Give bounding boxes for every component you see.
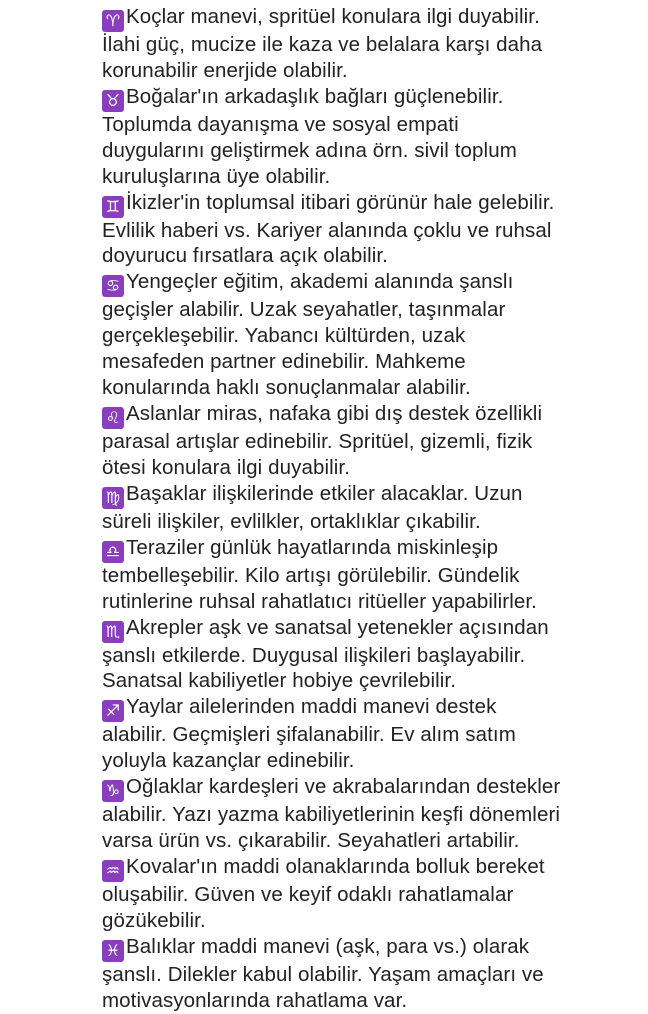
entry-line: varsa ürün vs. çıkarabilir. Seyahatleri artabilir. <box>102 829 520 853</box>
entry-line <box>102 535 642 563</box>
entry-line: konularında haklı sonuçlanmalar alabilir. <box>102 376 471 400</box>
capricorn-icon: ♑ <box>102 780 124 802</box>
entry-text: Balıklar maddi manevi (aşk, para vs.) olarak <box>126 934 530 958</box>
entry-aries <box>102 4 642 84</box>
entry-text: Koçlar manevi, spritüel konulara ilgi duyabilir. <box>126 5 540 28</box>
leo-icon: ♌ <box>102 407 124 429</box>
entry-text: Başaklar ilişkilerinde etkiler alacaklar. Uzun <box>126 481 523 505</box>
entry-line: Evlilik haberi vs. Kariyer alanında çoklu ve ruhsal <box>102 218 552 242</box>
entry-line: motivasyonlarında rahatlama var. <box>102 988 408 1012</box>
entry-line: geçişler alabilir. Uzak seyahatler, taşınmalar <box>102 298 506 322</box>
entry-line <box>102 774 642 802</box>
entry-line: mesafeden partner edinebilir. Mahkeme <box>102 350 466 374</box>
entry-line: yoluyla kazançlar edinebilir. <box>102 749 355 773</box>
entry-line <box>102 615 642 643</box>
entry-line: oluşabilir. Güven ve keyif odaklı rahatlamalar <box>102 882 514 906</box>
entry-capricorn <box>102 774 642 854</box>
entry-text: Kovalar'ın maddi olanaklarında bolluk bereket <box>126 854 545 878</box>
entry-line: Toplumda dayanışma ve sosyal empati <box>102 112 459 136</box>
entry-line <box>102 4 642 32</box>
entry-line: gözükebilir. <box>102 908 206 932</box>
entry-line: şanslı etkilerde. Duygusal ilişkileri başlayabilir. <box>102 643 526 667</box>
entry-line <box>102 934 642 962</box>
entry-line: tembelleşebilir. Kilo artışı görülebilir. Gündelik <box>102 563 520 587</box>
entry-line: şanslı. Dilekler kabul olabilir. Yaşam amaçları ve <box>102 962 544 986</box>
entry-line <box>102 269 642 297</box>
entry-aquarius <box>102 854 642 934</box>
entry-line: alabilir. Yazı yazma kabiliyetlerinin keşfi dönemleri <box>102 803 561 827</box>
entry-line: İlahi güç, mucize ile kaza ve belalara karşı daha <box>102 33 543 56</box>
entry-line <box>102 84 642 112</box>
taurus-icon: ♉ <box>102 90 124 112</box>
entry-line: ötesi konulara ilgi duyabilir. <box>102 455 350 479</box>
entry-line: Sanatsal kabiliyetler hobiye çevrilebilir. <box>102 669 457 693</box>
entry-line: duygularını geliştirmek adına örn. sivil toplum <box>102 138 517 162</box>
pisces-icon: ♓ <box>102 940 124 962</box>
sagittarius-icon: ♐ <box>102 700 124 722</box>
entry-sagittarius <box>102 694 642 774</box>
entry-line: gerçekleşebilir. Yabancı kültürden, uzak <box>102 324 466 348</box>
entry-line: rutinlerine ruhsal rahatlatıcı ritüeller yapabilirler. <box>102 589 537 613</box>
entry-line <box>102 694 642 722</box>
aries-icon: ♈ <box>102 10 124 32</box>
entry-libra <box>102 535 642 615</box>
entry-text: Boğalar'ın arkadaşlık bağları güçlenebilir. <box>126 84 504 108</box>
entry-leo <box>102 401 642 481</box>
entry-line <box>102 401 642 429</box>
entry-virgo <box>102 481 642 535</box>
entry-text: Teraziler günlük hayatlarında miskinleşip <box>126 535 499 559</box>
gemini-icon: ♊ <box>102 196 124 218</box>
aquarius-icon: ♒ <box>102 860 124 882</box>
entry-line <box>102 481 642 509</box>
entry-line: süreli ilişkiler, evlilkler, ortaklıklar çıkabilir. <box>102 509 481 533</box>
entry-text: İkizler'in toplumsal itibari görünür hale gelebilir. <box>126 190 555 214</box>
entry-text: Yaylar ailelerinden maddi manevi destek <box>126 695 497 719</box>
entry-gemini <box>102 190 642 270</box>
entry-line: parasal artışlar edinebilir. Spritüel, gizemli, fizik <box>102 429 533 453</box>
entry-line: korunabilir enerjide olabilir. <box>102 58 348 82</box>
entry-cancer <box>102 269 642 401</box>
entry-line <box>102 854 642 882</box>
virgo-icon: ♍ <box>102 487 124 509</box>
cancer-icon: ♋ <box>102 275 124 297</box>
entry-taurus <box>102 84 642 190</box>
entry-pisces <box>102 934 642 1014</box>
libra-icon: ♎ <box>102 541 124 563</box>
entry-line: doyurucu fırsatlara açık olabilir. <box>102 244 388 268</box>
entry-text: Akrepler aşk ve sanatsal yetenekler açısından <box>126 615 549 639</box>
entry-text: Oğlaklar kardeşleri ve akrabalarından destekler <box>126 775 561 799</box>
entry-line <box>102 190 642 218</box>
entry-line: alabilir. Geçmişleri şifalanabilir. Ev alım satım <box>102 723 516 747</box>
entry-text: Aslanlar miras, nafaka gibi dış destek özellikli <box>126 401 543 425</box>
entry-text: Yengeçler eğitim, akademi alanında şanslı <box>126 270 514 294</box>
entry-line: kuruluşlarına üye olabilir. <box>102 164 331 188</box>
horoscope-text <box>102 4 642 1014</box>
scorpio-icon: ♏ <box>102 621 124 643</box>
entry-scorpio <box>102 615 642 695</box>
